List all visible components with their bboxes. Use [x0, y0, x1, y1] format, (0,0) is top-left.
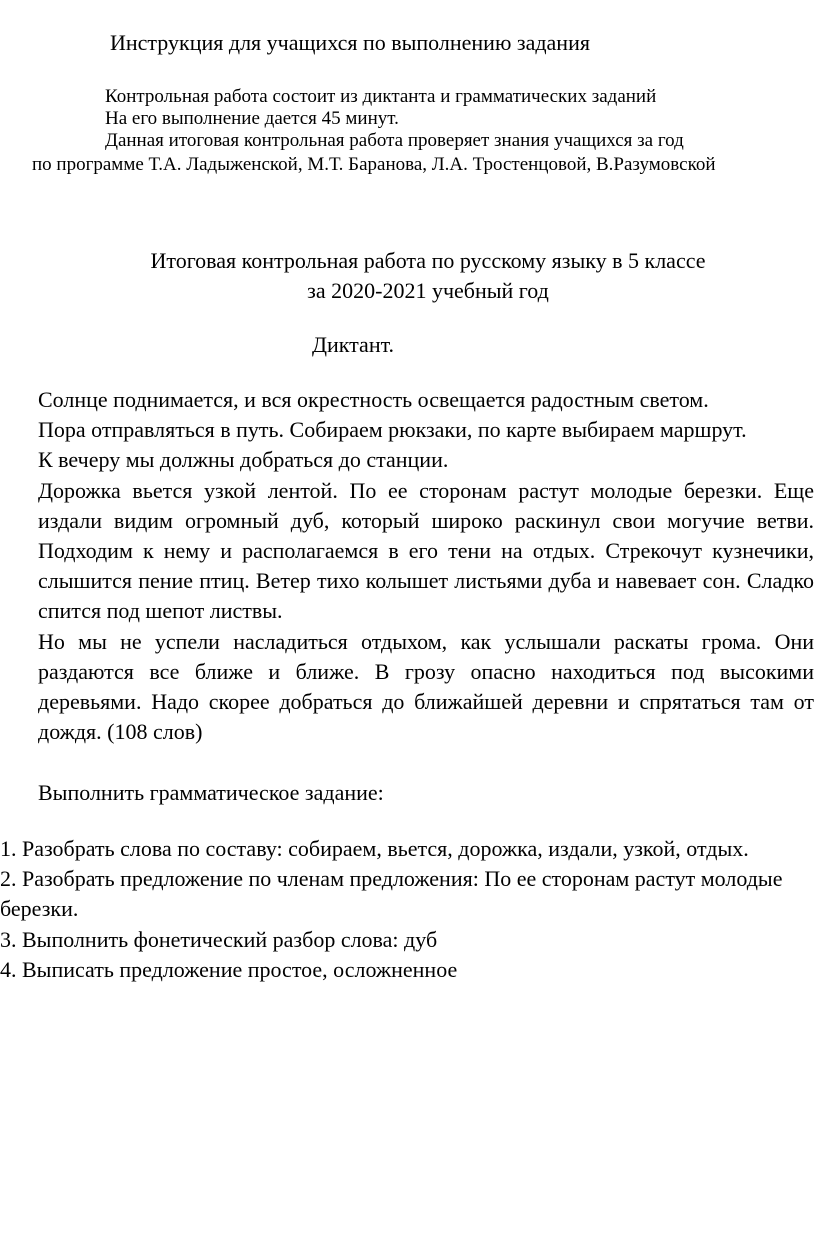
dictation-paragraph: Дорожка вьется узкой лентой. По ее сторонам растут молодые березки. Еще издали видим огромный дуб, который широко раскинул свои могучие ветви. Подходим к нему и располагаемся в его тени на отдых. Стрекочут кузнечики, слышится пение птиц. Ветер тихо колышет листьями дуба и навевает сон. Сладко спится под шепот листвы.	[38, 477, 814, 624]
dictation-paragraph: Но мы не успели насладиться отдыхом, как услышали раскаты грома. Они раздаются все ближе и ближе. В грозу опасно находиться под высокими деревьями. Надо скорее добраться до ближайшей деревни и спрятаться там от дождя. (108 слов)	[38, 628, 814, 745]
dictation-paragraph: Пора отправляться в путь. Собираем рюкзаки, по карте выбираем маршрут.	[38, 417, 747, 443]
grammar-task: 2. Разобрать предложение по членам предложения: По ее сторонам растут молодые березки.	[0, 866, 783, 922]
instruction-line-3: Данная итоговая контрольная работа проверяет знания учащихся за год	[105, 130, 684, 151]
dictation-paragraph: Солнце поднимается, и вся окрестность освещается радостным светом.	[38, 387, 709, 412]
dictation-title: Диктант.	[312, 332, 395, 357]
work-title-line-2: за 2020-2021 учебный год	[307, 278, 549, 303]
grammar-task: 1. Разобрать слова по составу: собираем, вьется, дорожка, издали, узкой, отдых.	[0, 836, 749, 861]
work-title	[0, 246, 816, 306]
work-title-line-1: Итоговая контрольная работа по русскому языку в 5 классе	[150, 248, 706, 273]
instruction-line-1: Контрольная работа состоит из диктанта и грамматических заданий	[105, 86, 657, 107]
dictation-paragraph: К вечеру мы должны добраться до станции.	[38, 447, 449, 473]
grammar-task-list	[0, 834, 816, 985]
dictation-text	[38, 385, 814, 747]
instruction-line-4: по программе Т.А. Ладыженской, М.Т. Баранова, Л.А. Тростенцовой, В.Разумовской	[32, 154, 716, 175]
grammar-task: 3. Выполнить фонетический разбор слова: дуб	[0, 926, 438, 952]
instruction-title: Инструкция для учащихся по выполнению задания	[110, 30, 590, 55]
grammar-task: 4. Выписать предложение простое, осложненное	[0, 956, 458, 982]
instruction-line-2: На его выполнение дается 45 минут.	[105, 108, 399, 129]
grammar-title: Выполнить грамматическое задание:	[38, 780, 384, 805]
